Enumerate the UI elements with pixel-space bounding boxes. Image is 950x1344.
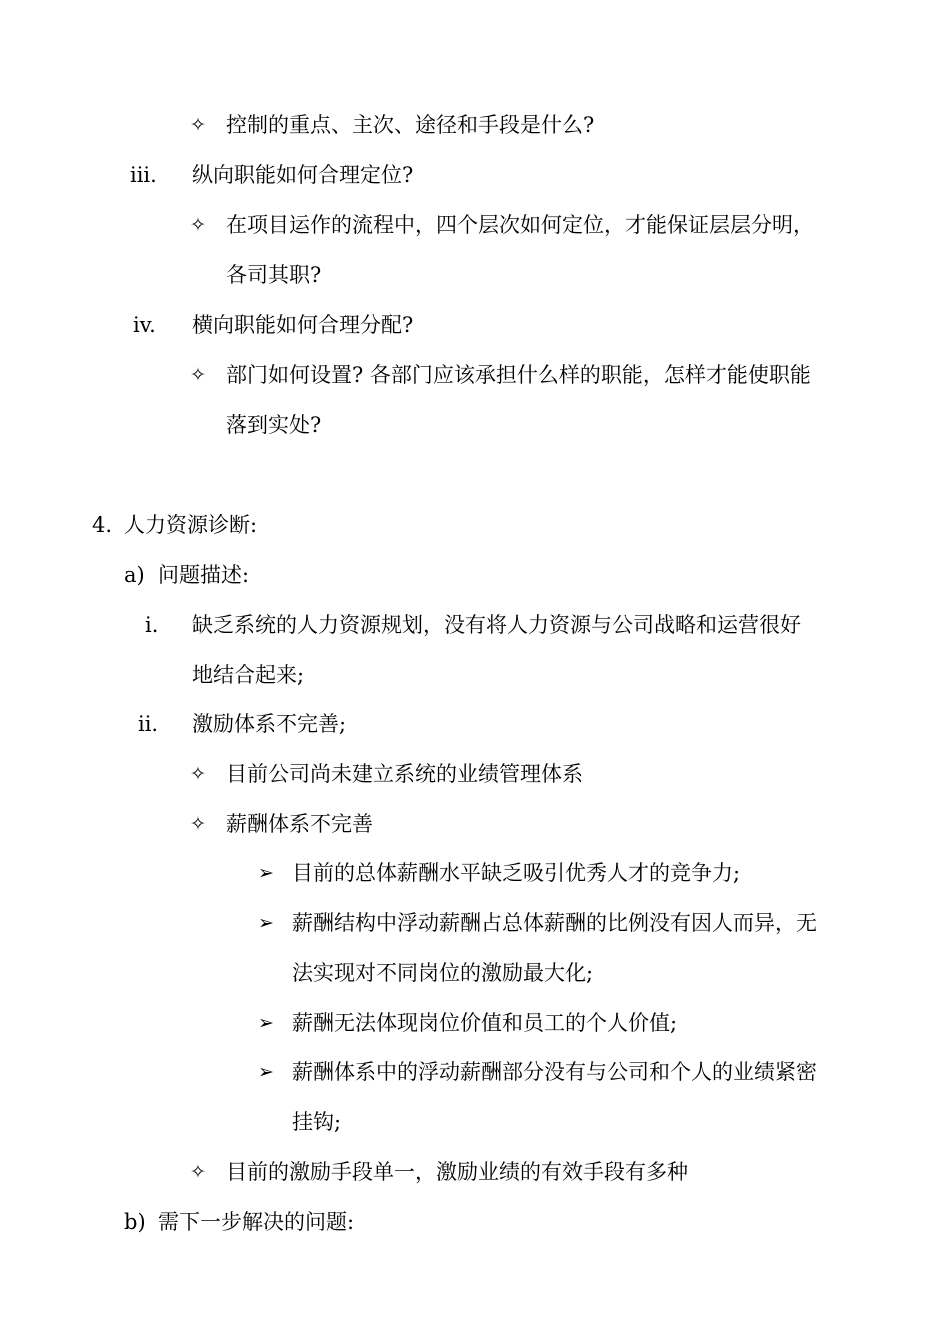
diamond-bullet-icon: ✧ <box>190 763 206 785</box>
sub-bullet-text-continuation: 法实现对不同岗位的激励最大化; <box>292 961 594 985</box>
bullet-text-continuation: 各司其职? <box>226 263 322 287</box>
sub-bullet-text: 薪酬无法体现岗位价值和员工的个人价值; <box>292 1011 678 1035</box>
section-heading: 人力资源诊断: <box>124 513 258 537</box>
subsection-heading: 问题描述: <box>158 563 250 587</box>
diamond-bullet-icon: ✧ <box>190 114 206 136</box>
sub-bullet-text: 薪酬体系中的浮动薪酬部分没有与公司和个人的业绩紧密 <box>292 1060 817 1084</box>
arrow-bullet-icon: ➢ <box>258 862 274 884</box>
sub-bullet-text: 目前的总体薪酬水平缺乏吸引优秀人才的竞争力; <box>292 861 741 885</box>
bullet-text-continuation: 落到实处? <box>226 413 322 437</box>
roman-numeral-marker: ii. <box>138 712 159 736</box>
arrow-bullet-icon: ➢ <box>258 912 274 934</box>
roman-numeral-marker: iii. <box>130 163 157 187</box>
sub-bullet-text-continuation: 挂钩; <box>292 1110 342 1134</box>
bullet-text: 控制的重点、主次、途径和手段是什么? <box>226 113 595 137</box>
list-item-text: 激励体系不完善; <box>192 712 347 736</box>
subsection-marker: a) <box>124 563 145 587</box>
arrow-bullet-icon: ➢ <box>258 1061 274 1083</box>
bullet-text: 在项目运作的流程中，四个层次如何定位，才能保证层层分明， <box>226 213 814 237</box>
list-item-text: 横向职能如何合理分配? <box>192 313 414 337</box>
list-item-text: 缺乏系统的人力资源规划，没有将人力资源与公司战略和运营很好 <box>192 613 801 637</box>
diamond-bullet-icon: ✧ <box>190 1161 206 1183</box>
subsection-heading: 需下一步解决的问题: <box>158 1210 355 1234</box>
bullet-text: 薪酬体系不完善 <box>226 812 373 836</box>
sub-bullet-text: 薪酬结构中浮动薪酬占总体薪酬的比例没有因人而异，无 <box>292 911 817 935</box>
diamond-bullet-icon: ✧ <box>190 214 206 236</box>
list-item-text-continuation: 地结合起来; <box>192 663 305 687</box>
diamond-bullet-icon: ✧ <box>190 364 206 386</box>
subsection-marker: b) <box>124 1210 146 1234</box>
bullet-text: 目前的激励手段单一，激励业绩的有效手段有多种 <box>226 1160 688 1184</box>
section-number: 4. <box>92 513 113 537</box>
diamond-bullet-icon: ✧ <box>190 813 206 835</box>
list-item-text: 纵向职能如何合理定位? <box>192 163 414 187</box>
roman-numeral-marker: iv. <box>133 313 156 337</box>
bullet-text: 部门如何设置? 各部门应该承担什么样的职能，怎样才能使职能 <box>226 363 811 387</box>
bullet-text: 目前公司尚未建立系统的业绩管理体系 <box>226 762 583 786</box>
arrow-bullet-icon: ➢ <box>258 1012 274 1034</box>
roman-numeral-marker: i. <box>145 613 159 637</box>
